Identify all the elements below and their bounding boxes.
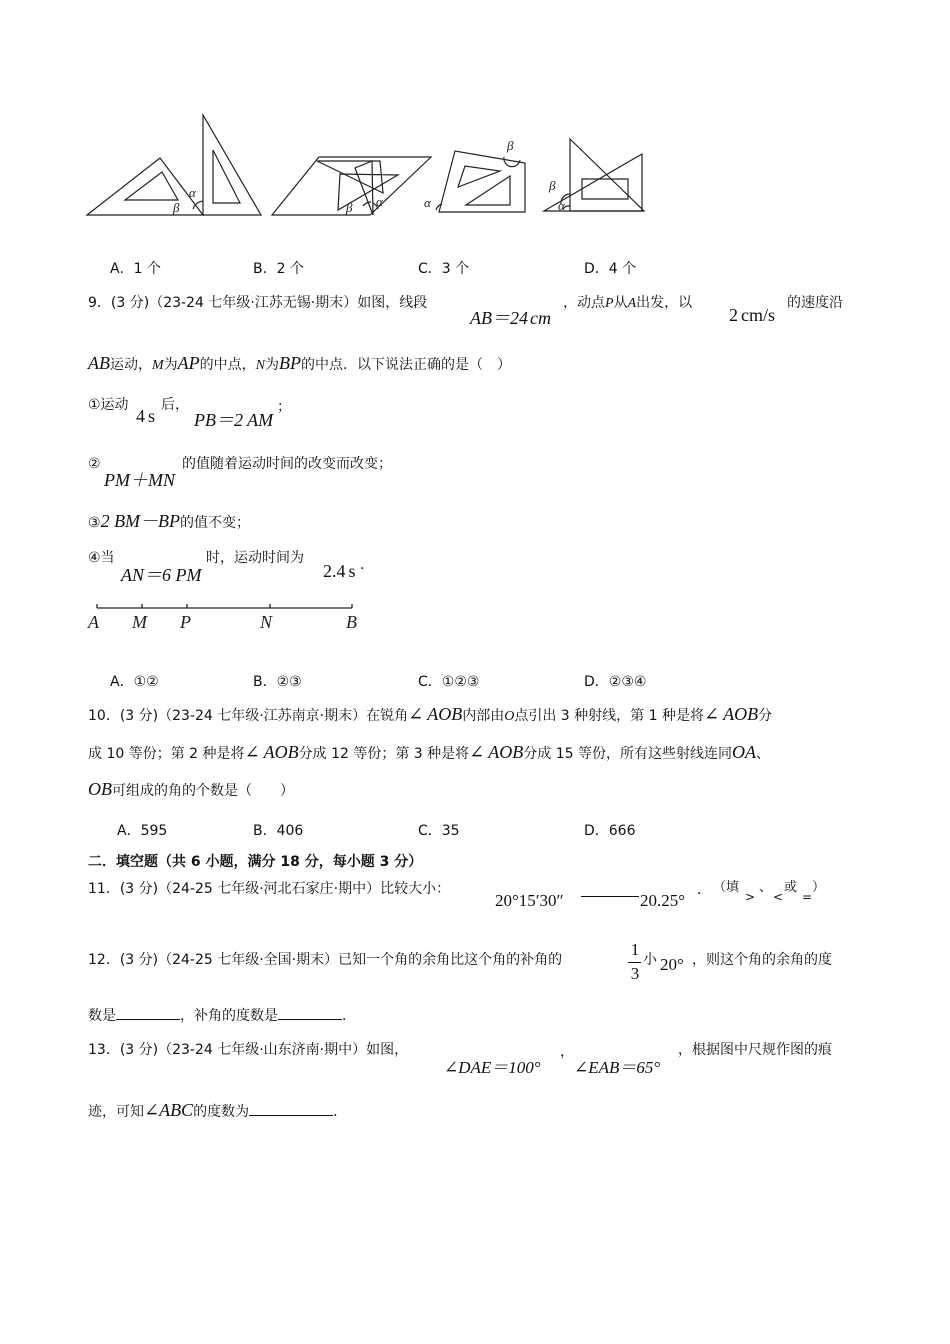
q9-statement-4-text: 时，运动时间为 [206,550,304,566]
q9-statement-1-time [136,406,155,427]
q13-expr-1: ∠DAE＝100° [444,1058,541,1077]
q11-hint-open: （填 [713,880,740,895]
q9-segment-ap: AP [177,353,200,373]
figure-3-beta-label: β [507,138,514,153]
q10-l2-c: 分成 15 等份，所有这些射线连同 [523,746,732,762]
q11-sep: 、 [759,880,773,895]
q10-aob-2: AOB [723,704,759,724]
q13-text: 13．(3 分)（23-24 七年级·山东济南·期中）如图， [88,1042,409,1058]
q9-stem-line1 [88,294,427,312]
q10-l1-a: 10．(3 分)（23-24 七年级·江苏南京·期末）在锐角 [88,708,409,724]
q12-text: 12．(3 分)（24-25 七年级·全国·期末）已知一个角的余角比这个角的补角的 [88,952,563,968]
q13-comma: ， [560,1044,574,1060]
q10-option-d[interactable]: D．666 [584,823,636,839]
q9-statement-2-pre: ② [88,456,101,472]
figure-1-beta-label: β [173,200,180,215]
q12-l2-a: 数是 [88,1008,116,1024]
section-heading: 二．填空题（共 6 小题，满分 18 分，每小题 3 分） [88,854,423,870]
q13-expr-2: ∠EAB＝65° [574,1058,661,1077]
q9-ab-value: AB＝24 [470,308,528,328]
q9-line2-a: 运动， [110,357,152,373]
q10-angle-sign-4: ∠ [469,742,485,762]
figure-3 [436,151,525,212]
q9-statement-2-text: 的值随着运动时间的改变而改变； [182,456,392,472]
q10-option-b[interactable]: B．406 [253,823,304,839]
q9-speed-num: 2 [729,305,738,325]
q10-angle-sign-2: ∠ [703,704,720,724]
q9-mid2: 从 [613,295,628,311]
q10-line2 [88,743,770,763]
q9-statement-1-expr: PB＝2 AM [194,410,274,430]
q12-l2-b: ，补角的度数是 [180,1008,278,1024]
q9-tail: 的速度沿 [787,295,843,311]
q10-l1-b: 内部由 [462,708,505,724]
q9-line2-b: 为 [163,357,178,373]
q9-statement-4-pre: ④当 [88,550,115,566]
q8-option-d[interactable]: D．4 个 [584,261,637,277]
q9-statement-2-expr: PM＋MN [104,470,175,490]
q9-option-b[interactable]: B．②③ [253,674,302,690]
q9-stem-line2 [88,354,511,375]
q10-angle-sign-1: ∠ [408,704,424,724]
q12-blank-complement[interactable] [116,1005,180,1020]
q9-point-m: M [152,358,164,373]
q10-l2-a: 成 10 等份；第 2 种是将 [88,746,245,762]
q9-speed-unit: cm/s [741,305,775,325]
q9-s4-time: 2.4 [323,561,346,581]
q9-statement-1-pre: ①运动 [88,397,129,413]
q10-line1 [88,705,772,726]
q11-text: 11．(3 分)（24-25 七年级·河北石家庄·期中）比较大小： [88,881,451,897]
q10-option-c[interactable]: C．35 [418,823,460,839]
q10-angle-sign-3: ∠ [244,742,260,762]
q8-option-c[interactable]: C．3 个 [418,261,470,277]
q9-stem-line1-middle [563,294,692,313]
figure-2-beta-label: β [346,200,353,215]
q12-degrees: 20° [660,955,684,974]
segment-label-a: A [88,612,99,632]
q12-tail: ，则这个角的余角的度 [692,952,832,968]
figure-3-alpha-label: α [424,195,431,210]
q11-answer-blank[interactable] [581,896,639,897]
q10-l3: 可组成的角的个数是（ ） [112,783,294,799]
q9-s1-time: 4 [136,406,145,426]
q9-option-d[interactable]: D．②③④ [584,674,647,690]
q13-l2-b: 的度数为 [193,1104,250,1120]
q10-l1-c: 点引出 3 种射线，第 1 种是将 [514,708,704,724]
q11-or: 或 [784,880,798,895]
q9-line2-c: 的中点， [199,357,256,373]
q9-line2-ab: AB [88,353,110,373]
q9-point-a: A [627,296,637,311]
q9-option-a[interactable]: A．①② [110,674,159,690]
q10-aob-4: AOB [488,742,524,762]
figure-4-alpha-label: α [558,198,565,213]
segment-label-p: P [180,612,191,632]
q9-s4-unit: s [348,561,356,581]
q10-l2-b: 分成 12 等份；第 3 种是将 [298,746,470,762]
q13-line2 [88,1101,347,1121]
q10-line3 [88,780,294,800]
q11-gt: > [745,890,756,904]
q11-eq: = [802,890,813,904]
segment-label-m: M [132,612,147,632]
q10-option-a[interactable]: A．595 [117,823,168,839]
q9-ab-eq [470,304,551,330]
q10-l1-d: 分 [758,708,773,724]
q13-l2-a: 迹，可知 [88,1104,144,1120]
q13-tail: ，根据图中尺规作图的痕 [678,1042,832,1058]
q10-ray-ob: OB [88,779,112,799]
q12-frac-bar [628,962,641,963]
q9-mid3: 出发，以 [636,295,693,311]
q10-point-o: O [504,709,515,724]
q11-hint-close: ） [812,880,826,895]
set-square-figures [80,110,660,225]
q10-l2-d: 、 [755,746,770,762]
segment-label-n: N [260,612,273,632]
q12-l2-c: ． [342,1008,356,1024]
q9-s3-expr: 2 BM－BP [100,511,181,531]
q9-statement-4-time [323,561,356,582]
q9-line2-d: 为 [265,357,280,373]
q12-blank-supplement[interactable] [278,1005,342,1020]
q9-s1-unit: s [148,406,156,426]
q10-aob-1: AOB [427,704,463,724]
q9-point-p: P [605,296,614,311]
figure-1-alpha-label: α [189,185,196,200]
q12-frac-num: 1 [630,940,640,959]
q9-segment-bp: BP [279,353,302,373]
q9-mid1: ，动点 [563,295,605,311]
q11-lt: < [773,890,784,904]
q9-ab-unit: cm [530,308,551,328]
q13-expr-3: ∠ABC [144,1100,194,1120]
q9-point-n: N [255,358,266,373]
q12-frac-den: 3 [630,964,640,983]
q11-value-1: 20°15′30″ [495,891,564,910]
q9-statement-4-expr: AN＝6 PM [121,565,202,585]
q13-l2-c: ． [333,1104,348,1120]
q9-s3-text: 的值不变； [180,515,251,531]
q12-line2 [88,1005,356,1025]
q12-small: 小 [643,952,657,968]
q13-answer-blank[interactable] [249,1101,333,1116]
q9-statement-1-semi: ； [277,399,291,415]
figure-2-alpha-label: α [376,194,383,209]
q9-speed [729,305,775,326]
q9-segment-figure [84,598,374,638]
q11-dot: ． [697,882,711,898]
segment-label-b: B [346,612,357,632]
q9-option-c[interactable]: C．①②③ [418,674,480,690]
q9-statement-1-after: 后， [161,397,189,413]
q9-statement-3 [88,512,250,532]
q9-line2-e: 的中点．以下说法正确的是（ ） [301,357,512,373]
q8-option-b[interactable]: B．2 个 [253,261,304,277]
q9-s3-pre: ③ [88,515,101,531]
q8-option-a[interactable]: A．1 个 [110,261,161,277]
q9-prefix: 9．(3 分)（23-24 七年级·江苏无锡·期末）如图，线段 [88,295,428,311]
q11-value-2: 20.25° [640,891,686,910]
q9-statement-4-dot: ． [360,557,374,573]
q10-aob-3: AOB [263,742,299,762]
figure-4-beta-label: β [549,178,556,193]
q10-ray-oa: OA [731,742,756,762]
